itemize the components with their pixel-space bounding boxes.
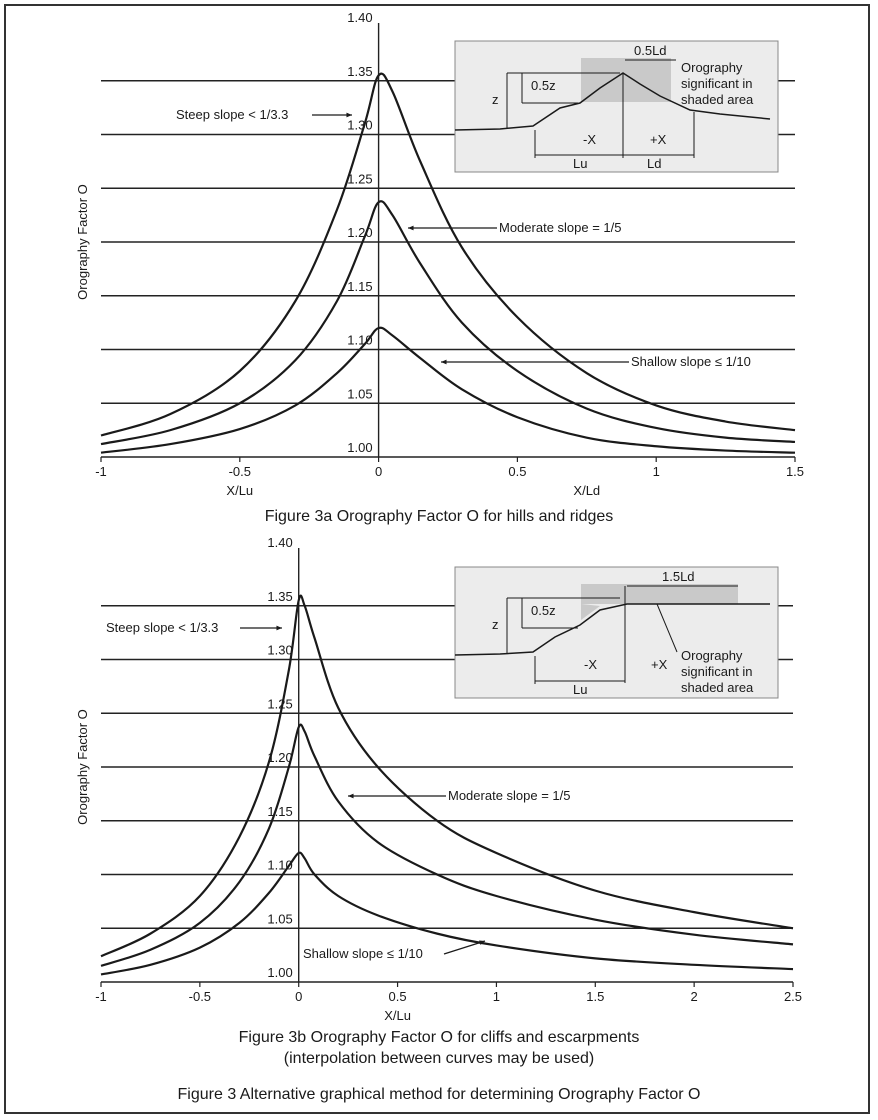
annotation-arrowhead (348, 794, 354, 799)
x-tick-label: 0.5 (388, 989, 407, 1004)
inset-label: Orography (681, 648, 743, 663)
x-axis-title-left: X/Lu (226, 483, 254, 498)
annotation-arrow (444, 941, 485, 954)
inset-diagram (455, 567, 778, 698)
y-tick-label: 1.30 (267, 642, 293, 658)
annotation-label: Steep slope < 1/3.3 (106, 620, 219, 635)
x-axis-title-right: X/Ld (573, 483, 601, 498)
annotation-label: Steep slope < 1/3.3 (176, 107, 289, 122)
inset-label: Orography (681, 60, 743, 75)
inset-diagram (455, 41, 778, 172)
inset-label: 1.5Ld (662, 569, 695, 584)
y-tick-label: 1.35 (347, 63, 373, 79)
x-tick-label: 0 (374, 464, 383, 479)
y-axis-title: Orography Factor O (75, 709, 90, 825)
inset-label: significant in (681, 664, 753, 679)
y-tick-label: 1.00 (347, 440, 373, 455)
x-tick-label: 1.5 (785, 464, 805, 479)
y-tick-label: 1.25 (347, 171, 373, 187)
x-tick-label: 2 (690, 989, 698, 1004)
caption-3b-subtitle: (interpolation between curves may be used) (283, 1050, 595, 1067)
y-axis-title: Orography Factor O (75, 184, 90, 300)
x-tick-label: -0.5 (228, 464, 252, 479)
inset-label: significant in (681, 76, 753, 91)
x-tick-label: 0 (295, 989, 303, 1004)
series-line-1 (101, 201, 795, 444)
x-tick-label: -0.5 (188, 989, 212, 1004)
inset-label: -X (584, 657, 597, 672)
y-tick-label: 1.00 (267, 965, 293, 980)
y-tick-label: 1.25 (267, 696, 293, 712)
inset-label: +X (651, 657, 668, 672)
y-tick-label: 1.15 (347, 278, 373, 294)
x-tick-label: 2.5 (783, 989, 803, 1004)
y-tick-label: 1.40 (347, 10, 373, 25)
inset-label: shaded area (681, 680, 754, 695)
inset-shaded-area (581, 58, 671, 102)
annotation-label: Shallow slope ≤ 1/10 (303, 946, 423, 961)
y-tick-label: 1.05 (267, 911, 293, 927)
y-tick-label: 1.20 (347, 225, 373, 240)
y-tick-label: 1.10 (267, 857, 293, 873)
inset-shaded-area (581, 584, 738, 604)
y-tick-label: 1.20 (267, 750, 293, 765)
inset-label: z (492, 92, 499, 107)
inset-label: Ld (647, 156, 662, 171)
x-tick-label: 0.5 (508, 464, 527, 479)
inset-label: 0.5z (531, 603, 556, 618)
inset-label: Lu (573, 156, 588, 171)
inset-label: shaded area (681, 92, 754, 107)
annotation-label: Moderate slope = 1/5 (499, 220, 622, 235)
chart-3b (75, 535, 802, 1023)
y-tick-label: 1.15 (267, 803, 293, 819)
x-tick-label: 1.5 (586, 989, 605, 1004)
annotation-label: Shallow slope ≤ 1/10 (631, 354, 751, 369)
caption-3b: Figure 3b Orography Factor O for cliffs and escarpments (238, 1029, 640, 1046)
inset-label: 0.5Ld (634, 43, 667, 58)
series-line-2 (101, 853, 793, 975)
inset-label: 0.5z (531, 78, 556, 93)
inset-label: +X (650, 132, 667, 147)
series-line-1 (101, 725, 793, 966)
x-tick-label: 1 (492, 989, 501, 1004)
x-tick-label: -1 (95, 989, 107, 1004)
y-tick-label: 1.05 (347, 386, 373, 402)
x-axis-title: X/Lu (384, 1008, 411, 1023)
x-tick-label: 1 (652, 464, 660, 479)
caption-3a: Figure 3a Orography Factor O for hills and ridges (264, 508, 614, 525)
y-tick-label: 1.10 (347, 332, 373, 348)
y-tick-label: 1.35 (267, 588, 293, 604)
inset-label: Lu (573, 682, 588, 697)
x-tick-label: -1 (95, 464, 107, 479)
y-tick-label: 1.30 (347, 117, 373, 133)
figure-caption: Figure 3 Alternative graphical method for determining Orography Factor O (177, 1086, 701, 1103)
annotation-label: Moderate slope = 1/5 (448, 788, 571, 803)
y-tick-label: 1.40 (267, 535, 293, 550)
inset-label: z (492, 617, 499, 632)
chart-3a (75, 10, 804, 498)
annotation-arrowhead (408, 226, 414, 231)
annotation-arrowhead (441, 360, 447, 365)
annotation-arrowhead (276, 626, 282, 631)
inset-label: -X (583, 132, 596, 147)
